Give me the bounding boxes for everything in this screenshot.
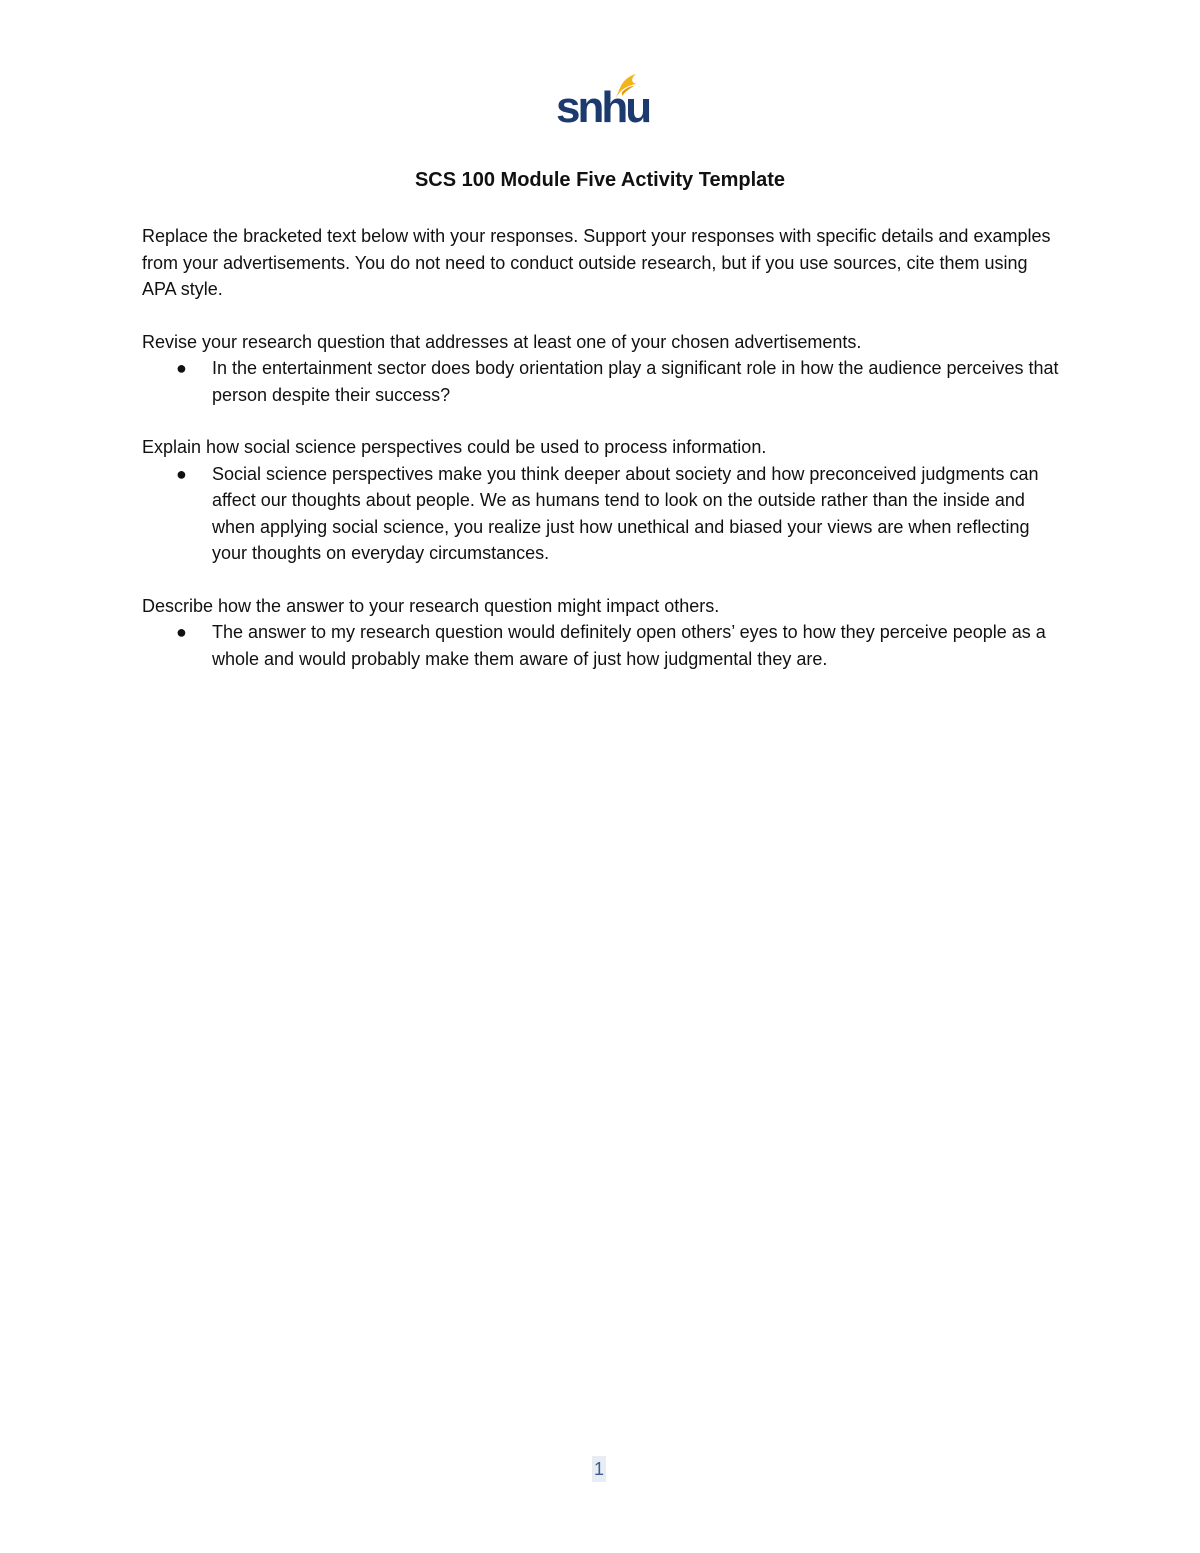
list-item bbox=[142, 355, 1062, 408]
answer-text: In the entertainment sector does body orientation play a significant role in how the audience perceives that person despite their success? bbox=[212, 358, 1059, 405]
answer-text: Social science perspectives make you think deeper about society and how preconceived judgments can affect our thoughts about people. We as humans tend to look on the outside rather than the inside and when applying social science, you realize just how unethical and biased your views are when reflecting your thoughts on everyday circumstances. bbox=[212, 463, 1039, 563]
section-research-question bbox=[142, 329, 1062, 409]
bullet-icon: ● bbox=[176, 463, 187, 484]
section-perspectives bbox=[142, 434, 1062, 567]
page-title: SCS 100 Module Five Activity Template bbox=[414, 169, 786, 191]
answer-list bbox=[142, 461, 1062, 567]
section-prompt: Explain how social science perspectives could be used to process information. bbox=[142, 437, 767, 457]
logo-wordmark: snhu bbox=[556, 83, 650, 132]
bullet-icon: ● bbox=[176, 358, 187, 378]
answer-list bbox=[142, 619, 1062, 672]
document-body bbox=[142, 223, 1062, 698]
list-item bbox=[142, 461, 1062, 567]
snhu-logo bbox=[556, 74, 650, 134]
intro-paragraph: Replace the bracketed text below with your responses. Support your responses with specific details and examples from your advertisements. You do not need to conduct outside research, but if you use sources, cite them using APA style. bbox=[142, 226, 1051, 299]
bullet-icon: ● bbox=[176, 622, 187, 642]
answer-list bbox=[142, 355, 1062, 408]
list-item bbox=[142, 619, 1062, 672]
page-number: 1 bbox=[592, 1456, 606, 1482]
section-impact bbox=[142, 593, 1062, 673]
section-prompt: Revise your research question that addresses at least one of your chosen advertisements. bbox=[142, 331, 862, 352]
section-prompt: Describe how the answer to your research question might impact others. bbox=[142, 595, 720, 616]
answer-text: The answer to my research question would definitely open others’ eyes to how they perceive people as a whole and would probably make them aware of just how judgmental they are. bbox=[212, 622, 1046, 669]
